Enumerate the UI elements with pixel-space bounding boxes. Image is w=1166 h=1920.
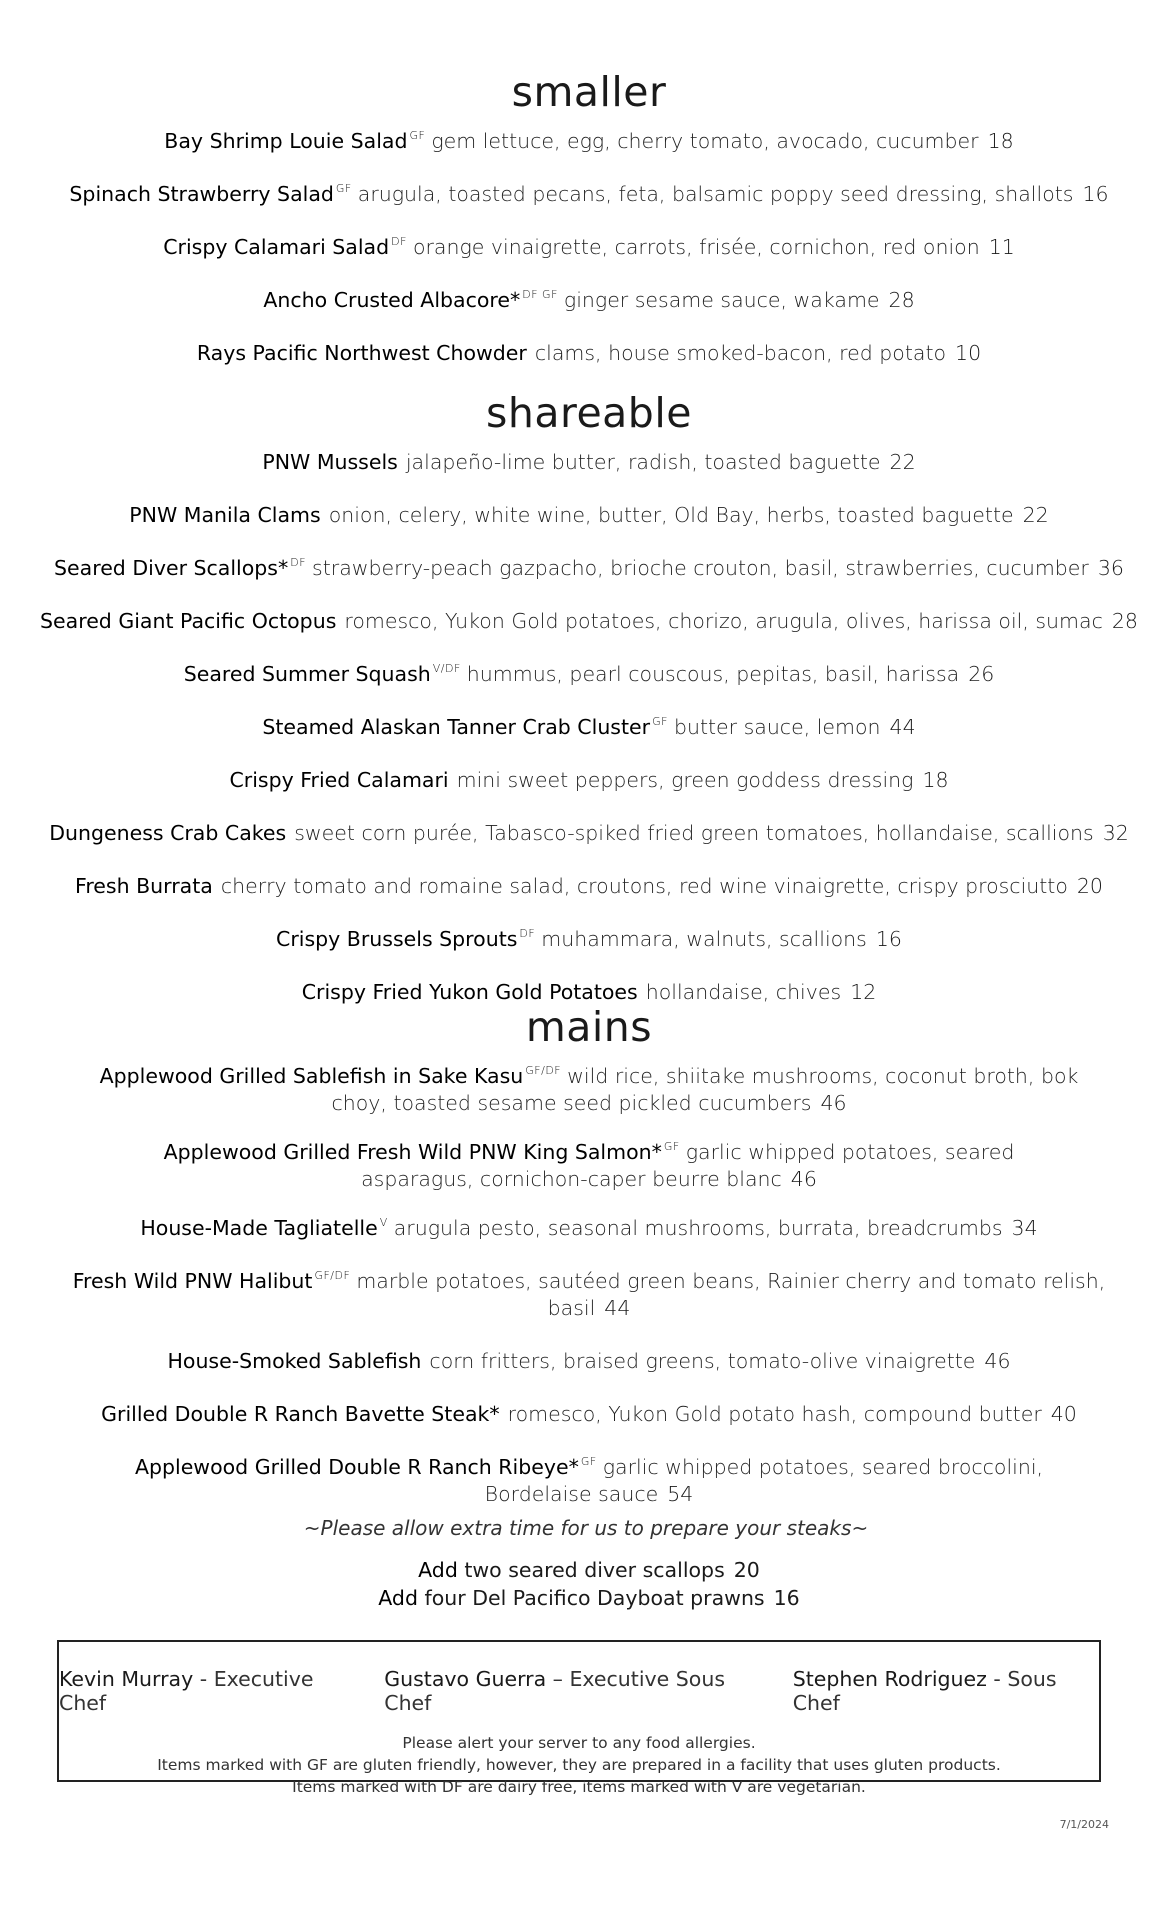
note-line: Please alert your server to any food allergies. <box>402 1734 756 1752</box>
item-name: Applewood Grilled Sablefish in Sake Kasu <box>99 1064 524 1088</box>
item-description: cherry tomato and romaine salad, croutons, red wine vinaigrette, crispy prosciutto <box>220 874 1068 898</box>
chef-separator: – <box>546 1667 570 1691</box>
item-price: 44 <box>604 1296 631 1320</box>
item-price: 46 <box>984 1349 1011 1373</box>
item-price: 54 <box>667 1482 694 1506</box>
item-description: gem lettuce, egg, cherry tomato, avocado, cucumber <box>431 129 979 153</box>
item-name: Applewood Grilled Fresh Wild PNW King Salmon* <box>163 1140 662 1164</box>
chef-credit <box>793 1667 1099 1715</box>
menu-item <box>29 1395 1149 1428</box>
menu-item <box>29 228 1149 261</box>
menu-item <box>29 814 1149 847</box>
add-on-text: two seared diver scallops <box>464 1558 725 1582</box>
menu-item <box>29 122 1149 155</box>
menu-items <box>0 122 1166 367</box>
item-description: romesco, Yukon Gold potatoes, chorizo, arugula, olives, harissa oil, sumac <box>344 609 1103 633</box>
item-price: 36 <box>1097 556 1124 580</box>
dietary-tag: V <box>379 1216 388 1229</box>
add-on-item <box>6 1556 1166 1584</box>
item-name: PNW Mussels <box>262 450 398 474</box>
item-name: Spinach Strawberry Salad <box>69 182 334 206</box>
item-price: 18 <box>987 129 1014 153</box>
add-label: Add <box>418 1558 458 1582</box>
item-name: Seared Diver Scallops* <box>54 556 289 580</box>
dietary-tag: GF <box>652 715 668 728</box>
item-price: 22 <box>1022 503 1049 527</box>
menu-item <box>29 655 1149 688</box>
item-description: clams, house smoked-bacon, red potato <box>534 341 947 365</box>
menu-item <box>29 496 1149 529</box>
menu-date: 7/1/2024 <box>1059 1818 1109 1831</box>
menu-item <box>29 443 1149 476</box>
menu-item <box>29 175 1149 208</box>
menu-item <box>84 1057 1094 1117</box>
dietary-tag: GF/DF <box>314 1269 351 1282</box>
item-description: wild rice, shiitake mushrooms, coconut broth, bok choy, toasted sesame seed pickled cucumbers <box>331 1064 1079 1115</box>
item-description: mini sweet peppers, green goddess dressing <box>456 768 914 792</box>
item-name: Applewood Grilled Double R Ranch Ribeye* <box>134 1455 579 1479</box>
item-price: 32 <box>1102 821 1129 845</box>
section-smaller <box>0 68 1166 387</box>
item-description: garlic whipped potatoes, seared broccolini, Bordelaise sauce <box>484 1455 1044 1506</box>
item-price: 28 <box>888 288 915 312</box>
section-shareable <box>0 389 1166 1026</box>
note-line: Items marked with GF are gluten friendly, however, they are prepared in a facility that uses gluten products. <box>157 1756 1001 1774</box>
item-name: Rays Pacific Northwest Chowder <box>196 341 527 365</box>
item-price: 44 <box>889 715 916 739</box>
item-price: 40 <box>1050 1402 1077 1426</box>
item-price: 16 <box>875 927 902 951</box>
item-description: strawberry-peach gazpacho, brioche crouton, basil, strawberries, cucumber <box>312 556 1089 580</box>
chef-name: Gustavo Guerra <box>384 1667 547 1691</box>
item-price: 46 <box>820 1091 847 1115</box>
chef-list <box>59 1667 1099 1715</box>
item-name: Crispy Fried Calamari <box>229 768 449 792</box>
add-on-price: 20 <box>733 1558 760 1582</box>
chef-name: Stephen Rodriguez <box>792 1667 987 1691</box>
item-description: romesco, Yukon Gold potato hash, compound butter <box>507 1402 1042 1426</box>
dietary-tag: DF GF <box>522 288 558 301</box>
chef-separator: - <box>986 1667 1008 1691</box>
menu-item <box>29 761 1149 794</box>
dietary-tag: DF <box>290 556 307 569</box>
item-description: hollandaise, chives <box>645 980 842 1004</box>
item-name: Bay Shrimp Louie Salad <box>164 129 408 153</box>
item-name: House-Smoked Sablefish <box>167 1349 422 1373</box>
dietary-tag: DF <box>391 235 407 248</box>
chef-separator: - <box>193 1667 214 1691</box>
add-label: Add <box>378 1586 418 1610</box>
item-price: 46 <box>790 1167 817 1191</box>
add-on-item <box>6 1584 1166 1612</box>
chef-credit <box>59 1667 356 1715</box>
section-mains <box>0 1003 1166 1612</box>
item-description: ginger sesame sauce, wakame <box>563 288 880 312</box>
item-name: Grilled Double R Ranch Bavette Steak* <box>101 1402 500 1426</box>
item-name: Seared Giant Pacific Octopus <box>40 609 337 633</box>
chef-title: Executive Chef <box>59 1667 314 1715</box>
dietary-tag: GF <box>580 1455 597 1468</box>
item-price: 34 <box>1011 1216 1038 1240</box>
item-price: 10 <box>955 341 982 365</box>
menu-item <box>119 1448 1059 1508</box>
chef-credit <box>384 1667 764 1715</box>
item-name: Ancho Crusted Albacore* <box>263 288 521 312</box>
item-price: 18 <box>922 768 949 792</box>
section-title: mains <box>525 1003 653 1051</box>
chef-name: Kevin Murray <box>59 1667 194 1691</box>
section-title: smaller <box>511 68 667 116</box>
item-description: arugula, toasted pecans, feta, balsamic poppy seed dressing, shallots <box>357 182 1074 206</box>
menu-item <box>29 1342 1149 1375</box>
item-description: orange vinaigrette, carrots, frisée, cornichon, red onion <box>412 235 980 259</box>
chef-title: Sous Chef <box>792 1667 1057 1715</box>
item-description: onion, celery, white wine, butter, Old Bay, herbs, toasted baguette <box>328 503 1014 527</box>
item-description: muhammara, walnuts, scallions <box>541 927 867 951</box>
allergy-notes <box>59 1732 1099 1798</box>
section-title: shareable <box>486 389 692 437</box>
menu-item <box>29 920 1149 953</box>
item-price: 16 <box>1082 182 1109 206</box>
menu-item <box>29 1209 1149 1242</box>
menu-items <box>0 443 1166 1006</box>
add-on-text: four Del Pacifico Dayboat prawns <box>424 1586 765 1610</box>
item-price: 12 <box>850 980 877 1004</box>
item-description: arugula pesto, seasonal mushrooms, burrata, breadcrumbs <box>393 1216 1003 1240</box>
item-description: corn fritters, braised greens, tomato-olive vinaigrette <box>429 1349 976 1373</box>
menu-item <box>29 334 1149 367</box>
chef-title: Executive Sous Chef <box>384 1667 726 1715</box>
dietary-tag: GF <box>663 1140 680 1153</box>
steak-notice: ~Please allow extra time for us to prepare your steaks~ <box>303 1516 869 1540</box>
add-on-price: 16 <box>773 1586 800 1610</box>
item-description: sweet corn purée, Tabasco-spiked fried green tomatoes, hollandaise, scallions <box>294 821 1094 845</box>
menu-item <box>29 1262 1149 1322</box>
item-name: Dungeness Crab Cakes <box>49 821 287 845</box>
dietary-tag: DF <box>519 927 536 940</box>
item-price: 20 <box>1076 874 1103 898</box>
menu-item <box>29 281 1149 314</box>
item-price: 22 <box>889 450 916 474</box>
dietary-tag: V/DF <box>432 662 461 675</box>
item-description: marble potatoes, sautéed green beans, Rainier cherry and tomato relish, basil <box>356 1269 1106 1320</box>
item-price: 28 <box>1111 609 1138 633</box>
item-name: Crispy Calamari Salad <box>163 235 390 259</box>
item-name: Fresh Wild PNW Halibut <box>72 1269 313 1293</box>
item-name: House-Made Tagliatelle <box>140 1216 378 1240</box>
add-ons <box>6 1556 1166 1612</box>
item-price: 26 <box>968 662 995 686</box>
item-price: 11 <box>988 235 1015 259</box>
chef-info-box <box>57 1640 1101 1796</box>
item-name: PNW Manila Clams <box>129 503 321 527</box>
note-line: Items marked with DF are dairy free, items marked with V are vegetarian. <box>292 1778 866 1796</box>
item-name: Crispy Fried Yukon Gold Potatoes <box>301 980 638 1004</box>
menu-item <box>29 602 1149 635</box>
item-name: Fresh Burrata <box>75 874 213 898</box>
menu-item <box>29 549 1149 582</box>
menu-item <box>29 708 1149 741</box>
item-name: Crispy Brussels Sprouts <box>276 927 518 951</box>
dietary-tag: GF <box>409 129 426 142</box>
dietary-tag: GF <box>335 182 352 195</box>
item-description: hummus, pearl couscous, pepitas, basil, harissa <box>466 662 960 686</box>
dietary-tag: GF/DF <box>525 1064 562 1077</box>
item-name: Seared Summer Squash <box>183 662 431 686</box>
menu-item <box>29 867 1149 900</box>
item-name: Steamed Alaskan Tanner Crab Cluster <box>262 715 651 739</box>
item-description: jalapeño-lime butter, radish, toasted baguette <box>405 450 881 474</box>
menu-item <box>29 973 1149 1006</box>
menu-item <box>109 1133 1069 1193</box>
item-description: garlic whipped potatoes, seared asparagus, cornichon-caper beurre blanc <box>361 1140 1015 1191</box>
item-description: butter sauce, lemon <box>673 715 881 739</box>
menu-items <box>0 1057 1166 1508</box>
